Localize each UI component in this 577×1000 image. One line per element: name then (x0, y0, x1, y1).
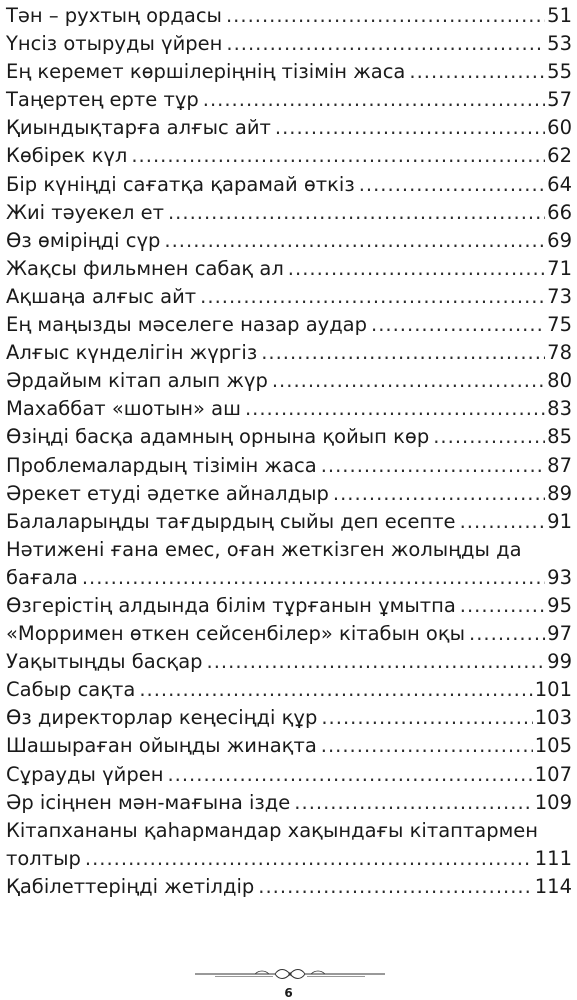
toc-entry (6, 311, 572, 339)
toc-entry-page-number: 93 (547, 565, 572, 589)
dot-leader (207, 648, 546, 676)
toc-entry (6, 86, 572, 114)
toc-entry-page-number: 89 (547, 481, 572, 505)
toc-entry (6, 367, 572, 395)
dot-leader (288, 255, 545, 283)
toc-entry-page-number: 97 (547, 622, 572, 646)
dot-leader (82, 564, 545, 592)
toc-entry (6, 171, 572, 199)
toc-entry-page-number: 62 (547, 144, 572, 168)
toc-entry (6, 845, 572, 873)
dot-leader (469, 620, 545, 648)
decorative-divider-icon (195, 966, 385, 986)
dot-leader (203, 86, 545, 114)
toc-entry-title: толтыр (6, 846, 81, 870)
dot-leader (371, 311, 545, 339)
toc-entry-title: Қиындықтарға алғыс айт (6, 116, 271, 140)
toc-entry (6, 592, 572, 620)
toc-entry (6, 676, 572, 704)
toc-entry (6, 255, 572, 283)
dot-leader (226, 2, 545, 30)
toc-entry-page-number: 53 (547, 32, 572, 56)
dot-leader (294, 789, 532, 817)
toc-entry (6, 761, 572, 789)
toc-entry-page-number: 75 (547, 313, 572, 337)
dot-leader (245, 395, 545, 423)
toc-entry (6, 873, 572, 901)
toc-entry-page-number: 69 (547, 228, 572, 252)
page-number: 6 (284, 986, 293, 1000)
dot-leader (433, 423, 545, 451)
toc-entry-title: Жиі тәуекел ет (6, 200, 164, 224)
dot-leader (164, 227, 545, 255)
toc-entry (6, 620, 572, 648)
toc-entry-title: Шашыраған ойыңды жинақта (6, 734, 317, 758)
toc-entry-title: Проблемалардың тізімін жаса (6, 453, 317, 477)
toc-entry (6, 227, 572, 255)
toc-entry-title: Ең керемет көршілеріңнің тізімін жаса (6, 60, 406, 84)
toc-entry-page-number: 109 (534, 790, 572, 814)
toc-entry (6, 423, 572, 451)
toc-entry-title: Сұрауды үйрен (6, 762, 164, 786)
toc-entry (6, 114, 572, 142)
toc-entry (6, 480, 572, 508)
toc-entry (6, 704, 572, 732)
toc-entry-title: Көбірек күл (6, 144, 128, 168)
toc-entry-title: Махаббат «шотын» аш (6, 397, 241, 421)
toc-entry-page-number: 66 (547, 200, 572, 224)
toc-entry-title: Әрекет етуді әдетке айналдыр (6, 481, 329, 505)
toc-entry-title-line1: Нәтижені ғана емес, оған жеткізген жолыңды да (6, 537, 522, 561)
toc-entry (6, 283, 572, 311)
dot-leader (409, 58, 545, 86)
toc-entry-title: Үнсіз отыруды үйрен (6, 32, 223, 56)
toc-entry-page-number: 71 (547, 256, 572, 280)
toc-entry-page-number: 60 (547, 116, 572, 140)
toc-entry (6, 732, 572, 760)
toc-entry-page-number: 107 (534, 762, 572, 786)
toc-entry (6, 199, 572, 227)
dot-leader (460, 592, 545, 620)
dot-leader (321, 732, 533, 760)
toc-entry-title: Тән – рухтың ордасы (6, 4, 222, 27)
toc-entry-page-number: 64 (547, 172, 572, 196)
dot-leader (85, 845, 533, 873)
dot-leader (258, 873, 532, 901)
dot-leader (272, 367, 545, 395)
dot-leader (359, 171, 545, 199)
toc-entry-page-number: 87 (547, 453, 572, 477)
toc-entry (6, 648, 572, 676)
toc-entry-title: Әр ісіңнен мән-мағына ізде (6, 790, 291, 814)
page-footer (0, 966, 577, 1000)
toc-entry-page-number: 51 (547, 4, 572, 27)
toc-entry-title: Ең маңызды мәселеге назар аудар (6, 313, 368, 337)
dot-leader (131, 142, 545, 170)
dot-leader (139, 676, 532, 704)
dot-leader (321, 704, 532, 732)
toc-entry-page-number: 78 (547, 341, 572, 365)
dot-leader (460, 508, 546, 536)
toc-entry (6, 508, 572, 536)
toc-entry-title: бағала (6, 565, 78, 589)
dot-leader (321, 452, 545, 480)
toc-entry-page-number: 73 (547, 284, 572, 308)
toc-entry-title: «Морримен өткен сейсенбілер» кітабын оқы (6, 622, 466, 646)
toc-entry-page-number: 103 (534, 706, 572, 730)
dot-leader (200, 283, 545, 311)
toc-entry-page-number: 95 (547, 593, 572, 617)
toc-entry-page-number: 91 (547, 509, 572, 533)
toc-entry (6, 2, 572, 30)
dot-leader (168, 199, 545, 227)
dot-leader (333, 480, 545, 508)
toc-entry-title: Өз өміріңді сүр (6, 228, 161, 252)
toc-entry-page-number: 114 (534, 874, 572, 898)
toc-entry-title: Өзіңді басқа адамның орнына қойып көр (6, 425, 430, 449)
toc-entry-page-number: 105 (534, 734, 572, 758)
table-of-contents (6, 2, 572, 901)
toc-entry (6, 58, 572, 86)
toc-entry-page-number: 99 (547, 650, 572, 674)
toc-entry-title: Бір күніңді сағатқа қарамай өткіз (6, 172, 355, 196)
toc-entry-page-number: 55 (547, 60, 572, 84)
dot-leader (275, 114, 545, 142)
toc-entry-page-number: 101 (534, 678, 572, 702)
toc-entry-page-number: 111 (534, 846, 572, 870)
toc-entry-title: Уақытыңды басқар (6, 650, 203, 674)
toc-entry-title: Балаларыңды тағдырдың сыйы деп есепте (6, 509, 456, 533)
toc-entry-page-number: 80 (547, 369, 572, 393)
toc-entry (6, 564, 572, 592)
toc-entry (6, 339, 572, 367)
toc-entry (6, 789, 572, 817)
dot-leader (226, 30, 545, 58)
toc-entry-title: Алғыс күнделігін жүргіз (6, 341, 258, 365)
toc-entry-title: Ақшаңа алғыс айт (6, 284, 197, 308)
toc-entry (6, 30, 572, 58)
dot-leader (167, 761, 532, 789)
toc-entry-title: Таңертең ерте тұр (6, 88, 199, 112)
toc-entry (6, 395, 572, 423)
toc-entry-title: Жақсы фильмнен сабақ ал (6, 256, 284, 280)
toc-entry (6, 452, 572, 480)
toc-entry-title-line1: Кітапхананы қаһармандар хақындағы кітаптармен (6, 818, 539, 842)
toc-entry-title: Өзгерістің алдында білім тұрғанын ұмытпа (6, 593, 456, 617)
toc-entry (6, 142, 572, 170)
toc-entry-title: Сабыр сақта (6, 678, 136, 702)
toc-entry-page-number: 85 (547, 425, 572, 449)
toc-entry-page-number: 83 (547, 397, 572, 421)
dot-leader (261, 339, 545, 367)
toc-entry-page-number: 57 (547, 88, 572, 112)
toc-entry-title: Өз директорлар кеңесіңді құр (6, 706, 318, 730)
toc-entry-title: Қабілеттеріңді жетілдір (6, 874, 255, 898)
toc-entry-title: Әрдайым кітап алып жүр (6, 369, 268, 393)
